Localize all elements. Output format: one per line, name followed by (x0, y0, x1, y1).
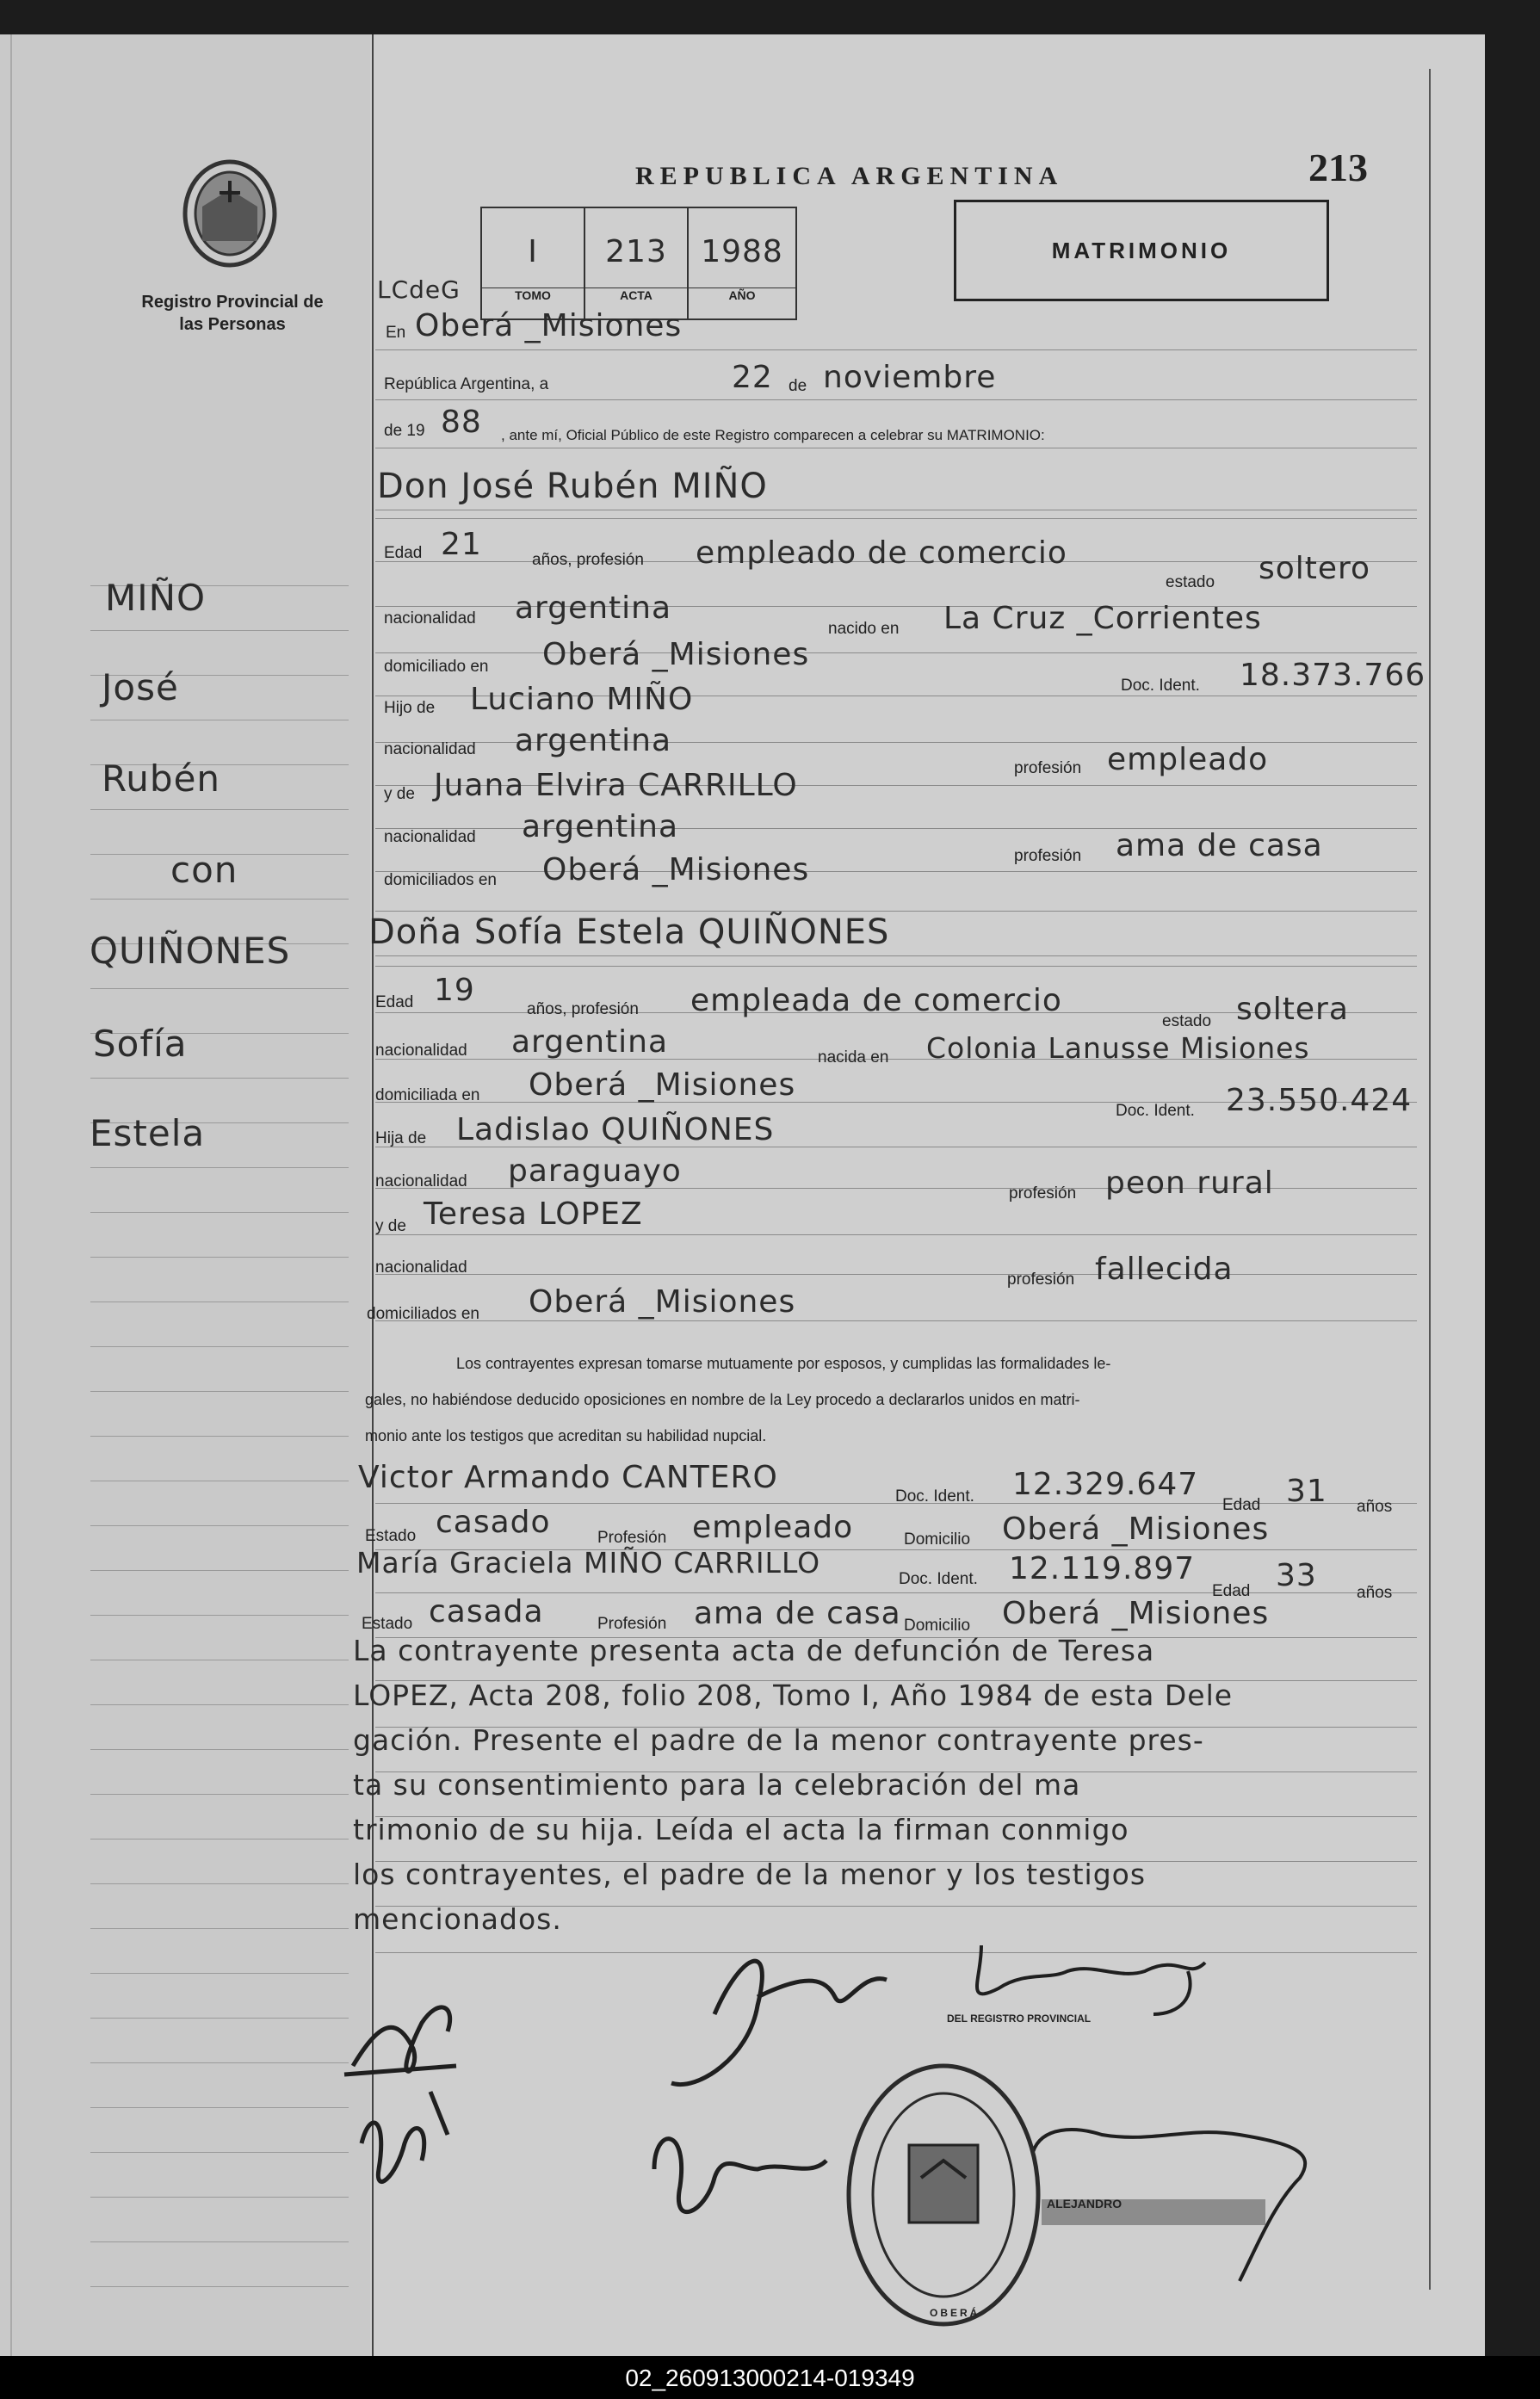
margin-rule (90, 1346, 349, 1347)
margin-name: Sofía (93, 1023, 188, 1065)
declaration-line-2: gales, no habiéndose deducido oposiciones en nombre de la Ley procedo a declararlos unidos en matri- (365, 1391, 1080, 1408)
ruled-line (375, 1592, 1417, 1593)
bride-anios-label: años, profesión (527, 1000, 639, 1018)
bride-edad: 19 (434, 973, 475, 1008)
bride-padre-nac: paraguayo (508, 1153, 682, 1189)
groom-padres-dom: Oberá _Misiones (542, 852, 810, 887)
bride-yde-label: y de (375, 1217, 406, 1235)
margin-rule (90, 1704, 349, 1705)
margin-rule (90, 2286, 349, 2287)
margin-rule (90, 1615, 349, 1616)
margin-name: QUIÑONES (90, 930, 291, 972)
ruled-line (375, 955, 1417, 956)
margin-rule (90, 2107, 349, 2108)
margin-rule (90, 988, 349, 989)
margin-rule (90, 1749, 349, 1750)
tomo-acta-box (480, 207, 797, 320)
witness-2-domicilio: Oberá _Misiones (1002, 1596, 1270, 1631)
ruled-line (375, 518, 1417, 519)
bride-madre-prof-label: profesión (1007, 1271, 1075, 1289)
stamp-city: OBERÁ (930, 2307, 980, 2319)
groom-edad: 21 (441, 527, 482, 562)
margin-rule (90, 630, 349, 631)
margin-rule (90, 1167, 349, 1168)
margin-rule (90, 1928, 349, 1929)
groom-yde-label: y de (384, 785, 415, 803)
groom-domicilio: Oberá _Misiones (542, 637, 810, 672)
left-binding (10, 34, 12, 2356)
bride-hija-label: Hija de (375, 1129, 427, 1147)
margin-column (0, 34, 370, 2356)
bride-name: Doña Sofía Estela QUIÑONES (368, 912, 890, 952)
witness-2-estado: casada (429, 1594, 544, 1629)
note-line: gación. Presente el padre de la menor contrayente pres- (353, 1723, 1204, 1757)
groom-madre-prof: ama de casa (1116, 828, 1323, 863)
country-title: REPUBLICA ARGENTINA (635, 162, 1064, 190)
witness-1-doc: 12.329.647 (1012, 1467, 1199, 1502)
witness-2-doc: 12.119.897 (1009, 1551, 1196, 1586)
bride-doc-label: Doc. Ident. (1116, 1102, 1195, 1120)
signature-father (977, 1945, 1205, 2014)
bride-doc: 23.550.424 (1226, 1083, 1413, 1118)
en-label: En (386, 324, 406, 342)
registry-label: Registro Provincial de las Personas (141, 293, 324, 334)
witness-2-name: María Graciela MIÑO CARRILLO (356, 1546, 821, 1580)
signature-groom (671, 1961, 887, 2084)
margin-rule (90, 1212, 349, 1213)
registry-seal-icon (176, 155, 284, 271)
margin-rule (90, 1883, 349, 1884)
ruled-line (375, 1274, 1417, 1275)
witness-2-estado-label: Estado (362, 1615, 413, 1633)
bride-padre-prof-label: profesión (1009, 1184, 1077, 1203)
republica-label: República Argentina, a (384, 375, 549, 393)
witness-1-anios-label: años (1357, 1498, 1393, 1516)
bride-madre-prof: fallecida (1095, 1252, 1234, 1287)
witness-2-edad-label: Edad (1212, 1582, 1251, 1600)
witness-1-profesion-label: Profesión (597, 1529, 667, 1547)
signature-witness (654, 2139, 826, 2212)
bride-estado-label: estado (1162, 1012, 1212, 1030)
anio-cell (689, 208, 795, 318)
margin-rule (90, 1525, 349, 1526)
ante-text: , ante mí, Oficial Público de este Registro comparecen a celebrar su MATRIMONIO: (501, 427, 1045, 443)
witness-1-domicilio-label: Domicilio (904, 1530, 971, 1549)
signature-bride (344, 2007, 456, 2182)
note-line: trimonio de su hija. Leída el acta la firman conmigo (353, 1813, 1129, 1846)
anio-label: AÑO (689, 288, 795, 302)
bride-profesion: empleada de comercio (690, 983, 1062, 1018)
margin-name: José (102, 666, 179, 708)
groom-padre-prof: empleado (1107, 742, 1269, 777)
place: Oberá _Misiones (415, 308, 683, 343)
groom-nacido: La Cruz _Corrientes (943, 601, 1262, 636)
groom-doc: 18.373.766 (1240, 658, 1426, 693)
tomo-cell (482, 208, 585, 318)
witness-1-doc-label: Doc. Ident. (895, 1487, 974, 1506)
year: 88 (441, 405, 482, 440)
declaration-line-1: Los contrayentes expresan tomarse mutuamente por esposos, y cumplidas las formalidades le- (456, 1355, 1111, 1372)
groom-estado-label: estado (1166, 573, 1215, 591)
groom-madre: Juana Elvira CARRILLO (434, 768, 798, 803)
groom-padre-nac-label: nacionalidad (384, 740, 476, 758)
margin-rule (90, 809, 349, 810)
margin-rule (90, 899, 349, 900)
tomo-value: I (528, 234, 538, 269)
note-line: los contrayentes, el padre de la menor y los testigos (353, 1858, 1147, 1891)
margin-rule (90, 2241, 349, 2242)
ruled-line (375, 399, 1417, 400)
margin-rule (90, 2062, 349, 2063)
page-number: 213 (1308, 145, 1368, 189)
ruled-line (375, 652, 1417, 653)
margin-rule (90, 1436, 349, 1437)
groom-padre-nac: argentina (515, 723, 672, 758)
tomo-label: TOMO (482, 288, 584, 302)
witness-2-doc-label: Doc. Ident. (899, 1570, 978, 1588)
groom-padre-prof-label: profesión (1014, 759, 1082, 777)
act-type: MATRIMONIO (1051, 237, 1232, 263)
groom-dom-label: domiciliado en (384, 658, 489, 676)
note-line: ta su consentimiento para la celebración del ma (353, 1768, 1081, 1802)
bride-estado: soltera (1236, 992, 1349, 1027)
margin-name: Rubén (102, 757, 221, 800)
stamp-officer: ALEJANDRO (1047, 2197, 1123, 2210)
bride-padre-nac-label: nacionalidad (375, 1172, 467, 1190)
bride-padre: Ladislao QUIÑONES (456, 1112, 775, 1147)
margin-rule (90, 1794, 349, 1795)
witness-1-name: Victor Armando CANTERO (358, 1460, 778, 1495)
bride-padres-dom: Oberá _Misiones (529, 1284, 796, 1320)
stamp-ring-text: DEL REGISTRO PROVINCIAL (947, 2013, 1092, 2025)
witness-1-profesion: empleado (692, 1510, 854, 1545)
day: 22 (732, 360, 773, 395)
bride-dom-label: domiciliada en (375, 1086, 480, 1104)
ruled-line (375, 966, 1417, 967)
groom-anios-label: años, profesión (532, 551, 644, 569)
groom-doc-label: Doc. Ident. (1121, 677, 1200, 695)
ruled-line (375, 349, 1417, 350)
margin-rule (90, 1973, 349, 1974)
ruled-line (375, 911, 1417, 912)
groom-nacido-label: nacido en (828, 620, 900, 638)
bride-madre: Teresa LOPEZ (424, 1196, 643, 1232)
margin-rule (90, 1078, 349, 1079)
bride-padre-prof: peon rural (1105, 1165, 1274, 1201)
groom-profesion: empleado de comercio (696, 535, 1067, 571)
groom-doms-label: domiciliados en (384, 871, 497, 889)
bride-nacionalidad: argentina (511, 1024, 669, 1060)
ruled-line (375, 871, 1417, 872)
groom-nac-label: nacionalidad (384, 609, 476, 628)
witness-2-profesion: ama de casa (694, 1596, 901, 1631)
footer-code: 02_260913000214-019349 (625, 2365, 915, 2391)
act-type-box (954, 200, 1329, 301)
year-label: de 19 (384, 422, 425, 440)
signatures-area (327, 1920, 1438, 2350)
groom-estado: soltero (1259, 551, 1371, 586)
margin-rule (90, 1257, 349, 1258)
month: noviembre (823, 360, 997, 395)
margin-rule (90, 1570, 349, 1571)
register-page (0, 34, 1485, 2356)
bride-edad-label: Edad (375, 993, 414, 1011)
margin-name: MIÑO (105, 577, 207, 619)
witness-1-domicilio: Oberá _Misiones (1002, 1512, 1270, 1547)
witness-2-domicilio-label: Domicilio (904, 1617, 971, 1635)
acta-cell (585, 208, 689, 318)
witness-2-edad: 33 (1276, 1558, 1317, 1593)
bride-nacida: Colonia Lanusse Misiones (926, 1031, 1310, 1065)
ruled-line (375, 1320, 1417, 1321)
witness-1-edad-label: Edad (1222, 1496, 1261, 1514)
groom-madre-nac-label: nacionalidad (384, 828, 476, 846)
witness-1-estado: casado (436, 1505, 551, 1540)
acta-label: ACTA (585, 288, 687, 302)
official-stamp-icon (849, 2066, 1038, 2324)
de-label: de (789, 377, 807, 395)
ruled-line (375, 1234, 1417, 1235)
witness-2-profesion-label: Profesión (597, 1615, 667, 1633)
witness-1-estado-label: Estado (365, 1527, 417, 1545)
note-line: La contrayente presenta acta de defunción de Teresa (353, 1634, 1155, 1667)
groom-hijo-label: Hijo de (384, 699, 436, 717)
margin-rule (90, 1391, 349, 1392)
note-line: LOPEZ, Acta 208, folio 208, Tomo I, Año 1984 de esta Dele (353, 1679, 1234, 1712)
bride-nacida-label: nacida en (818, 1048, 889, 1067)
bride-nac-label: nacionalidad (375, 1042, 467, 1060)
witness-1-edad: 31 (1286, 1474, 1327, 1509)
groom-name: Don José Rubén MIÑO (377, 467, 768, 506)
groom-padre: Luciano MIÑO (470, 682, 694, 717)
anio-value: 1988 (701, 234, 783, 269)
witness-2-anios-label: años (1357, 1584, 1393, 1602)
note-line: mencionados. (353, 1902, 562, 1936)
declaration-line-3: monio ante los testigos que acreditan su habilidad nupcial. (365, 1427, 767, 1444)
margin-rule (90, 2197, 349, 2198)
margin-rule (90, 2152, 349, 2153)
bride-madre-nac-label: nacionalidad (375, 1258, 467, 1277)
groom-madre-nac: argentina (522, 809, 679, 844)
margin-name: Estela (90, 1112, 206, 1154)
box-prefix: LCdeG (377, 275, 461, 304)
margin-name: con (170, 849, 238, 891)
groom-madre-prof-label: profesión (1014, 847, 1082, 865)
groom-edad-label: Edad (384, 544, 423, 562)
groom-nacionalidad: argentina (515, 590, 672, 626)
margin-rule (90, 2018, 349, 2019)
bride-domicilio: Oberá _Misiones (529, 1067, 796, 1103)
bride-doms-label: domiciliados en (367, 1305, 479, 1323)
caption-bar (0, 2356, 1540, 2399)
acta-value: 213 (605, 234, 667, 269)
